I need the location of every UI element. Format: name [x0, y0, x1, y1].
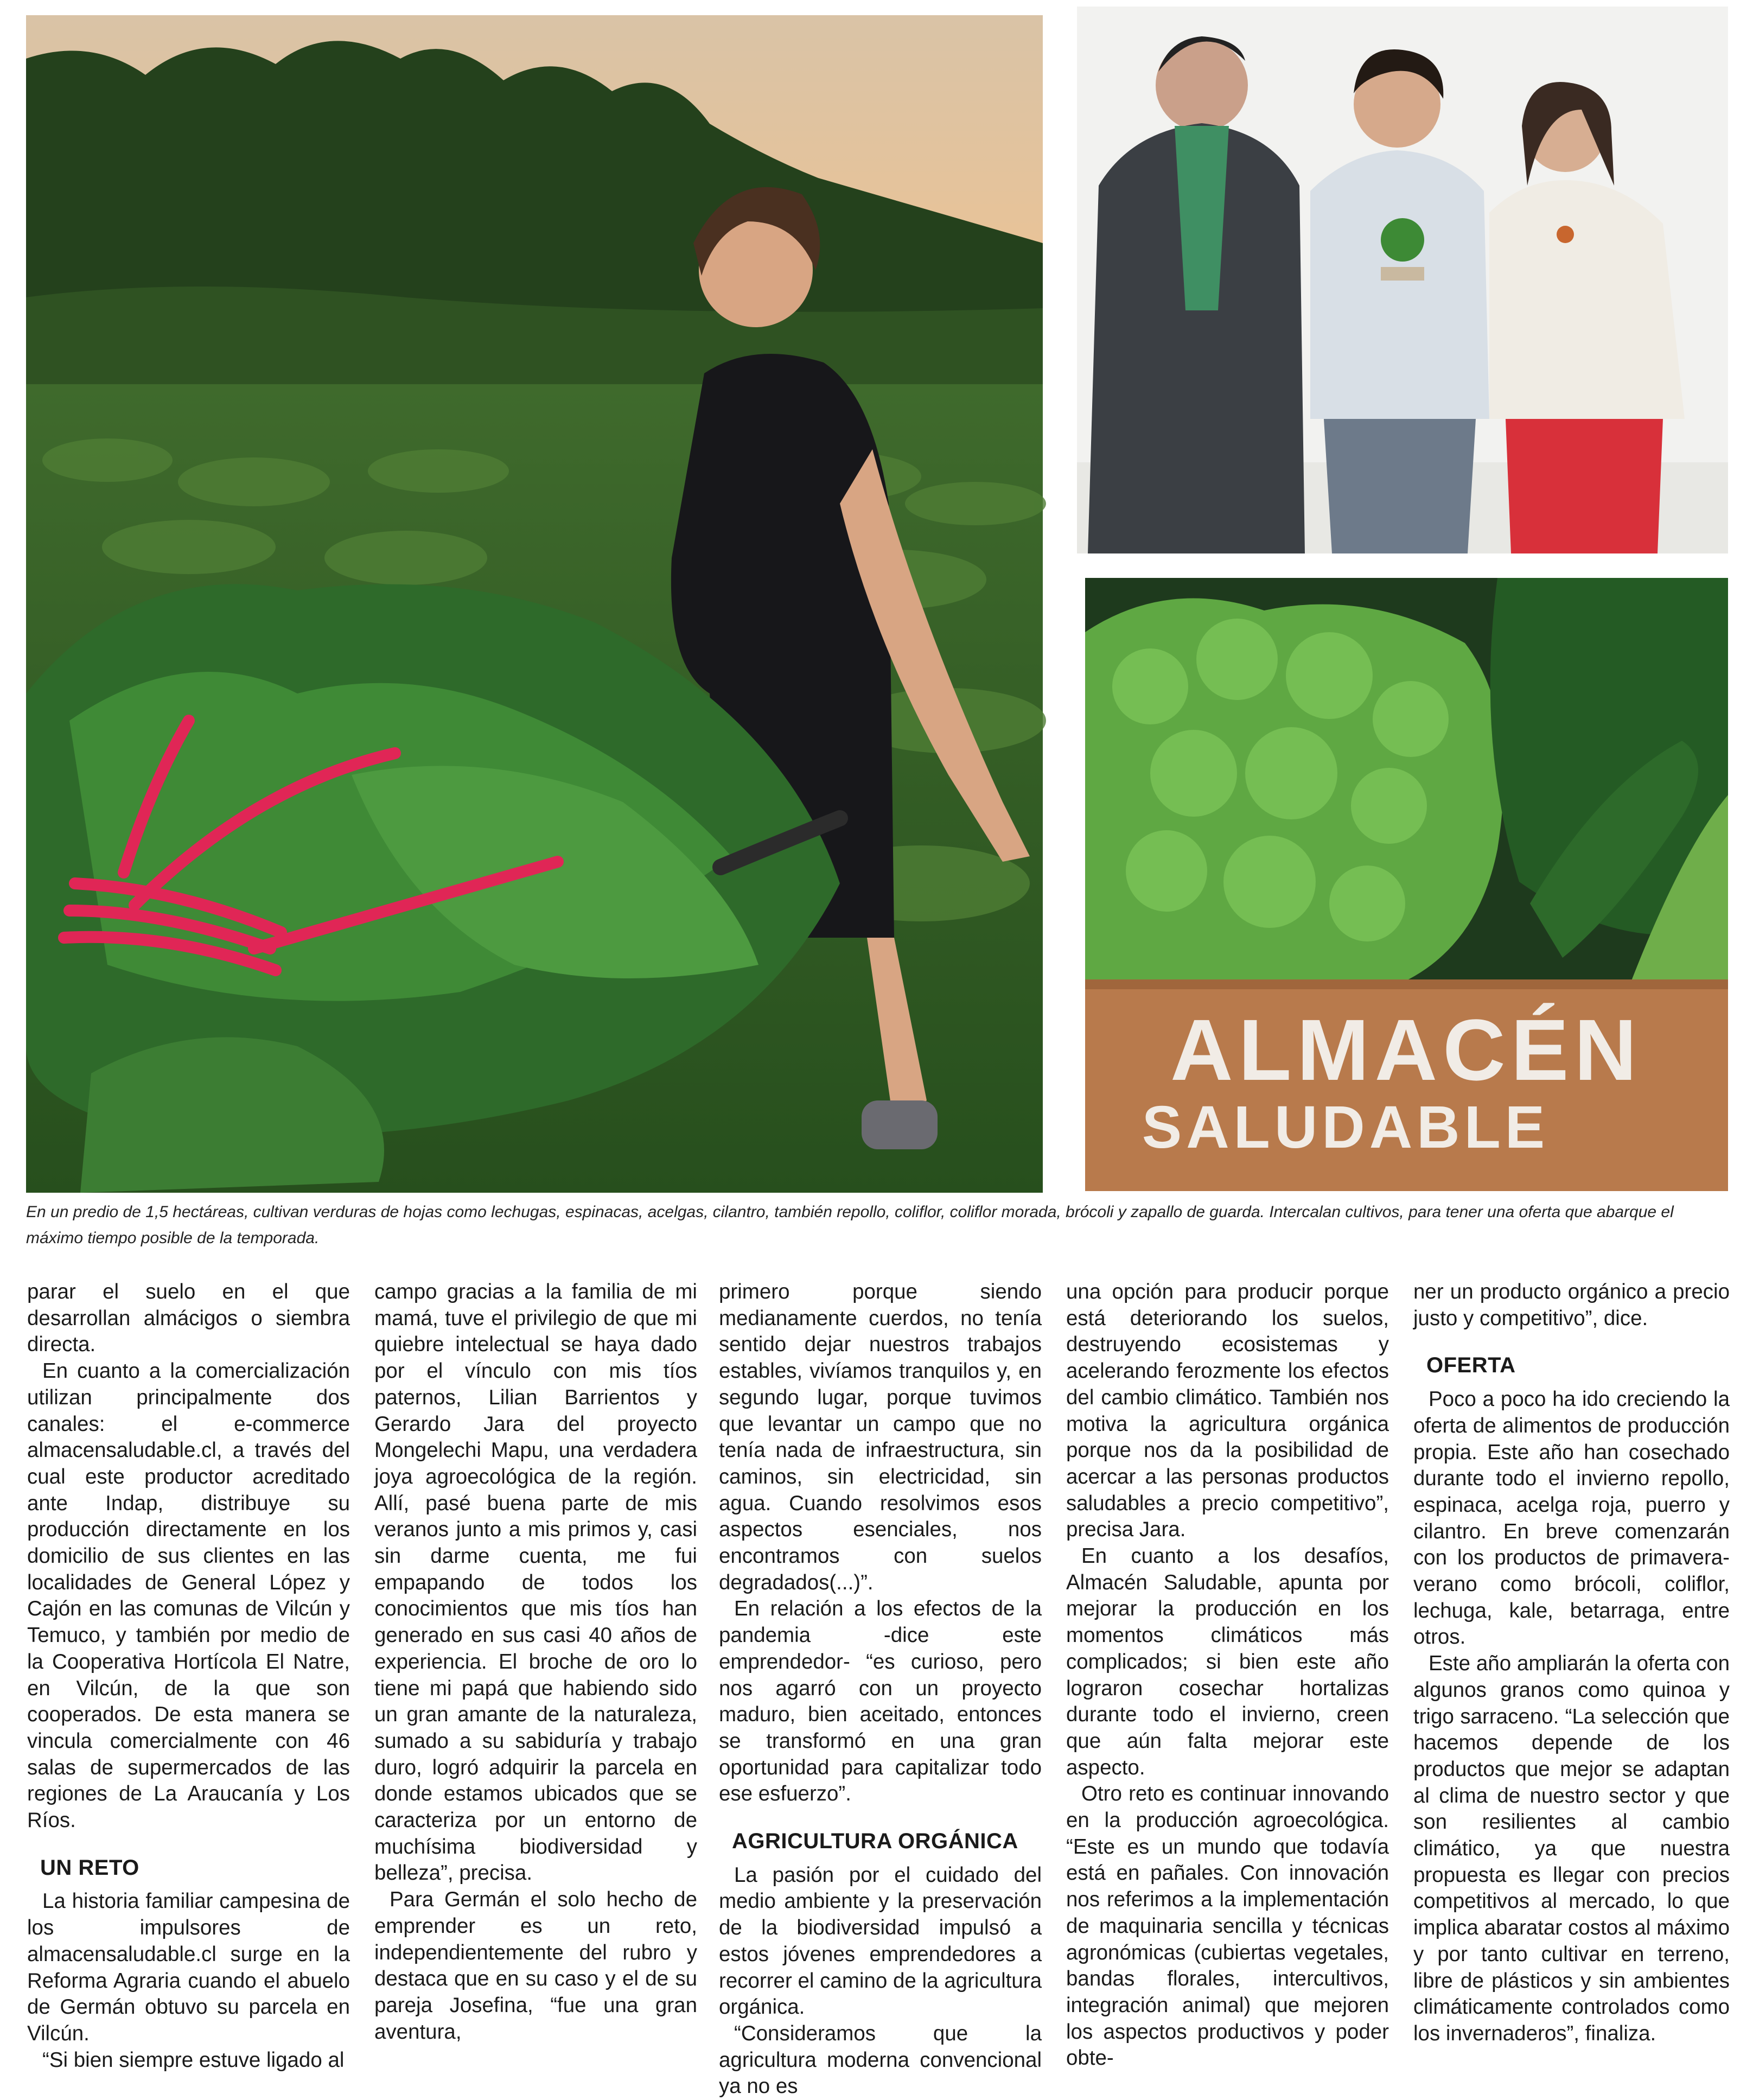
paragraph: ner un producto orgánico a precio justo y competitivo”, dice.	[1413, 1280, 1730, 1330]
produce-photo	[1085, 578, 1728, 1191]
paragraph: Otro reto es continuar innovando en la producción agroecológica. “Este es un mundo que todavía está en pañales. Con innovación nos referimos a la implementación de maquinaria sencilla y técnicas agronómicas (cubiertas vegetales, bandas florales, intercultivos, integración animal) que mejoren los aspectos productivos y poder obte-	[1066, 1782, 1389, 2070]
section-heading-oferta: OFERTA	[1426, 1353, 1516, 1378]
paragraph: Poco a poco ha ido creciendo la oferta de alimentos de producción propia. Este año han cosechado durante todo el invierno repollo, espinaca, acelga roja, puerro y cilantro. En breve comenzarán con los productos de primavera-verano como brócoli, coliflor, lechuga, kale, betarraga, entre otros.	[1413, 1388, 1730, 1649]
paragraph: En relación a los efectos de la pandemia -dice este emprendedor- “es curioso, pero nos agarró con un proyecto maduro, bien aceitado, entonces se transformó en una gran oportunidad para capitalizar todo ese esfuerzo”.	[719, 1597, 1042, 1806]
sign-line-2: SALUDABLE	[1142, 1094, 1550, 1161]
field-photo	[26, 15, 1043, 1193]
paragraph: Para Germán el solo hecho de emprender es un reto, independientemente del rubro y destaca que en su caso y el de su pareja Josefina, “fue una gran aventura,	[374, 1888, 697, 2044]
paragraph: campo gracias a la familia de mi mamá, tuve el privilegio de que mi quiebre intelectual se haya dado por el vínculo con mis tíos paternos, Lilian Barrientos y Gerardo Jara del proyecto Mongelechi Mapu, una verdadera joya agroecológica de la región. Allí, pasé buena parte de mis veranos junto a mis primos y, casi sin darme cuenta, me fui empapando de todos los conocimientos que mis tíos han generado en sus casi 40 años de experiencia. El broche de oro lo tiene mi papá que habiendo sido un gran amante de la naturaleza, sumado a su sabiduría y trabajo duro, logró adquirir la parcela en donde estamos ubicados que se caracteriza por un entorno de muchísima biodiversidad y belleza”, precisa.	[374, 1280, 697, 1885]
paragraph: En cuanto a los desafíos, Almacén Saludable, apunta por mejorar la producción en los momentos climáticos más complicados; si bien este año lograron cosechar hortalizas durante todo el invierno, creen que aún falta mejorar este aspecto.	[1066, 1544, 1389, 1779]
article-column-5	[1413, 1279, 1730, 2045]
paragraph: La historia familiar campesina de los impulsores de almacensaludable.cl surge en la Reforma Agraria cuando el abuelo de Germán obtuvo su parcela en Vilcún.	[27, 1889, 350, 2045]
photo-caption: En un predio de 1,5 hectáreas, cultivan verduras de hojas como lechugas, espinacas, acelgas, cilantro, también repollo, coliflor, coliflor morada, brócoli y zapallo de guarda. Intercalan cultivos, para tener una oferta que abarque el máximo tiempo posible de la temporada.	[26, 1203, 1674, 1247]
article-column-4	[1066, 1279, 1389, 2070]
field-photo-illustration	[26, 15, 1043, 1193]
produce-photo-illustration	[1085, 578, 1728, 1191]
paragraph: “Consideramos que la agricultura moderna convencional ya no es	[719, 2021, 1042, 2098]
paragraph: En cuanto a la comercialización utilizan principalmente dos canales: el e-commerce almacensaludable.cl, a través del cual este productor acreditado ante Indap, distribuye su producción directamente en los domicilio de sus clientes en las localidades de General López y Cajón en las comunas de Vilcún y Temuco, y también por medio de la Cooperativa Hortícola El Natre, en Vilcún, de la que son cooperados. De esta manera se vincula comercialmente con 46 salas de supermercados de las regiones de La Araucanía y Los Ríos.	[27, 1359, 350, 1832]
article-column-3	[719, 1279, 1042, 2098]
section-heading-un-reto: UN RETO	[40, 1855, 139, 1880]
sign-line-1: ALMACÉN	[1170, 1001, 1642, 1098]
paragraph: una opción para producir porque está deteriorando los suelos, destruyendo ecosistemas y acelerando ferozmente los efectos del cambio climático. También nos motiva la agricultura orgánica porque nos da la posibilidad de acercar a las personas productos saludables a precio competitivo”, precisa Jara.	[1066, 1280, 1389, 1542]
paragraph: primero porque siendo medianamente cuerdos, no tenía sentido dejar nuestros trabajos estables, vivíamos tranquilos y, en segundo lugar, porque tuvimos que levantar un campo que no tenía nada de infraestructura, sin caminos, sin electricidad, sin agua. Cuando resolvimos esos aspectos esenciales, nos encontramos con suelos degradados(...)”.	[719, 1280, 1042, 1594]
paragraph: “Si bien siempre estuve ligado al	[42, 2048, 345, 2072]
paragraph: Este año ampliarán la oferta con algunos granos como quinoa y trigo sarraceno. “La selección que hacemos depende de los productos que mejor se adaptan al clima de nuestro sector y que son resilientes al cambio climático, ya que nuestra propuesta es llegar con precios competitivos al mercado, lo que implica abaratar costos al máximo y por tanto cultivar en terreno, libre de plásticos y sin ambientes climáticamente controlados como los invernaderos”, finaliza.	[1413, 1652, 1730, 2045]
paragraph: parar el suelo en el que desarrollan almácigos o siembra directa.	[27, 1280, 350, 1357]
award-photo-illustration	[1077, 7, 1728, 553]
section-heading-agricultura-organica: AGRICULTURA ORGÁNICA	[732, 1829, 1018, 1854]
article-column-2	[374, 1279, 697, 2044]
paragraph: La pasión por el cuidado del medio ambiente y la preservación de la biodiversidad impulsó a estos jóvenes emprendedores a recorrer el camino de la agricultura orgánica.	[719, 1863, 1042, 2019]
award-photo	[1077, 7, 1728, 553]
article-column-1	[27, 1279, 350, 2072]
